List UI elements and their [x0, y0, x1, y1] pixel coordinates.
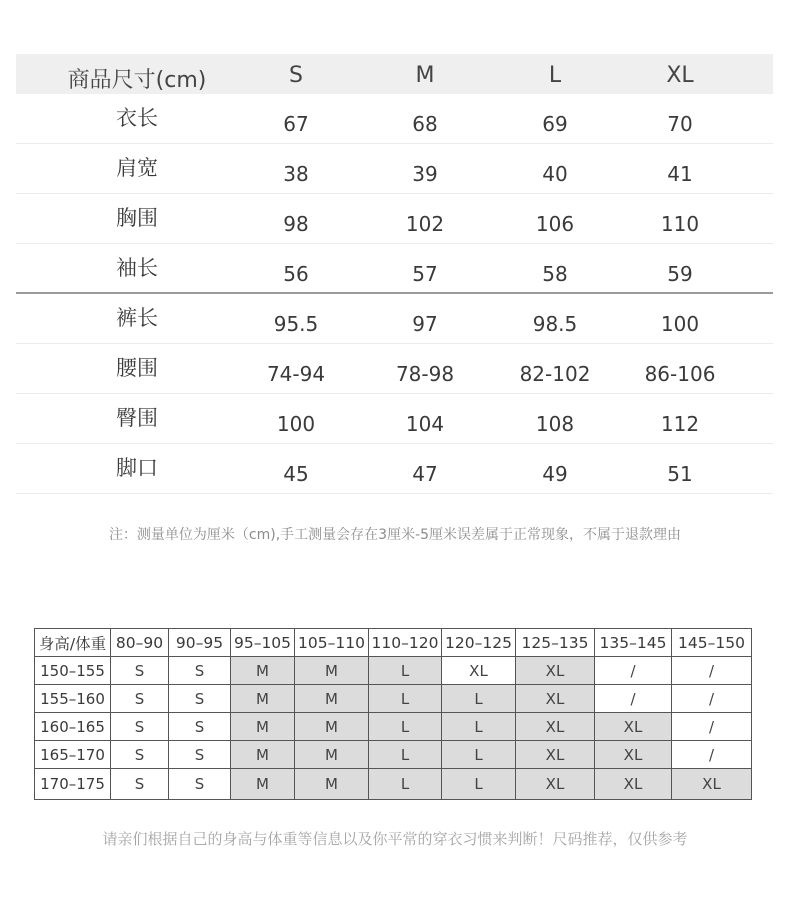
header-weight-range: 105–110	[295, 629, 369, 657]
recommendation-row	[35, 713, 752, 741]
value-s: 45	[283, 462, 309, 486]
size-cell: S	[169, 657, 231, 685]
value-m: 78-98	[395, 362, 455, 386]
header-weight-range: 110–120	[369, 629, 442, 657]
value-l: 40	[542, 162, 568, 186]
size-row-pants-length	[16, 294, 773, 344]
recommendation-row	[35, 741, 752, 769]
size-advice-footer: 请亲们根据自己的身高与体重等信息以及你平常的穿衣习惯来判断！尺码推荐，仅供参考	[102, 830, 688, 848]
size-cell: XL	[516, 685, 595, 713]
size-cell: M	[231, 657, 295, 685]
size-table-header	[16, 54, 773, 94]
value-xl: 70	[667, 112, 693, 136]
value-m: 68	[412, 112, 438, 136]
value-l: 69	[542, 112, 568, 136]
value-m: 39	[412, 162, 438, 186]
value-l: 82-102	[519, 362, 591, 386]
header-weight-range: 145–150	[672, 629, 752, 657]
header-size-m: M	[415, 63, 435, 88]
size-cell: S	[111, 657, 169, 685]
size-cell: XL	[516, 769, 595, 800]
size-cell: M	[295, 769, 369, 800]
value-m: 102	[405, 212, 445, 236]
value-m: 47	[412, 462, 438, 486]
header-weight-range: 125–135	[516, 629, 595, 657]
size-cell: S	[169, 741, 231, 769]
height-range: 170–175	[35, 769, 111, 800]
recommendation-row	[35, 685, 752, 713]
size-cell: /	[672, 657, 752, 685]
size-cell: M	[295, 657, 369, 685]
value-xl: 112	[660, 412, 700, 436]
value-s: 67	[283, 112, 309, 136]
size-cell: S	[111, 685, 169, 713]
size-cell: M	[295, 741, 369, 769]
height-range: 160–165	[35, 713, 111, 741]
value-m: 97	[412, 312, 438, 336]
header-height-weight: 身高/体重	[35, 629, 111, 657]
size-cell: XL	[442, 657, 516, 685]
size-cell: L	[369, 657, 442, 685]
size-row-hem	[16, 444, 773, 494]
value-xl: 110	[660, 212, 700, 236]
size-cell: /	[672, 741, 752, 769]
size-cell: S	[169, 713, 231, 741]
header-weight-range: 90–95	[169, 629, 231, 657]
size-cell: L	[442, 769, 516, 800]
header-weight-range: 120–125	[442, 629, 516, 657]
size-cell: XL	[595, 741, 672, 769]
value-l: 108	[535, 412, 575, 436]
size-cell: /	[672, 685, 752, 713]
size-cell: /	[595, 657, 672, 685]
size-cell: M	[295, 713, 369, 741]
header-weight-range: 135–145	[595, 629, 672, 657]
value-xl: 51	[667, 462, 693, 486]
measurement-note: 注：测量单位为厘米（cm),手工测量会存在3厘米-5厘米误差属于正常现象，不属于退款理由	[108, 527, 682, 543]
recommendation-header-row	[35, 629, 752, 657]
value-s: 56	[283, 262, 309, 286]
value-s: 100	[276, 412, 316, 436]
size-row-length	[16, 94, 773, 144]
size-cell: M	[231, 713, 295, 741]
row-label: 肩宽	[116, 156, 158, 180]
size-cell: L	[369, 685, 442, 713]
size-cell: S	[169, 685, 231, 713]
recommendation-row	[35, 769, 752, 800]
size-cell: L	[369, 713, 442, 741]
size-cell: XL	[516, 657, 595, 685]
size-cell: S	[111, 741, 169, 769]
size-cell: S	[111, 713, 169, 741]
row-label: 腰围	[116, 356, 158, 380]
size-cell: M	[231, 741, 295, 769]
row-label: 衣长	[116, 106, 158, 130]
value-l: 49	[542, 462, 568, 486]
height-range: 165–170	[35, 741, 111, 769]
size-cell: S	[169, 769, 231, 800]
value-l: 98.5	[532, 312, 578, 336]
row-label: 袖长	[116, 256, 158, 280]
value-l: 106	[535, 212, 575, 236]
header-weight-range: 80–90	[111, 629, 169, 657]
value-xl: 86-106	[644, 362, 716, 386]
row-label: 胸围	[116, 206, 158, 230]
value-s: 95.5	[273, 312, 319, 336]
size-cell: /	[595, 685, 672, 713]
value-s: 38	[283, 162, 309, 186]
size-cell: XL	[516, 713, 595, 741]
row-label: 臀围	[116, 406, 158, 430]
size-cell: M	[231, 769, 295, 800]
value-xl: 41	[667, 162, 693, 186]
size-cell: L	[369, 741, 442, 769]
value-s: 98	[283, 212, 309, 236]
size-cell: L	[442, 685, 516, 713]
size-cell: M	[231, 685, 295, 713]
value-xl: 100	[660, 312, 700, 336]
value-s: 74-94	[266, 362, 326, 386]
header-size-s: S	[289, 63, 303, 88]
size-cell: XL	[672, 769, 752, 800]
value-xl: 59	[667, 262, 693, 286]
row-label: 裤长	[116, 306, 158, 330]
size-cell: L	[442, 713, 516, 741]
value-m: 57	[412, 262, 438, 286]
height-range: 155–160	[35, 685, 111, 713]
size-table	[16, 54, 773, 494]
size-row-waist	[16, 344, 773, 394]
height-range: 150–155	[35, 657, 111, 685]
row-label: 脚口	[116, 456, 158, 480]
size-cell: L	[369, 769, 442, 800]
size-row-hip	[16, 394, 773, 444]
size-cell: XL	[595, 769, 672, 800]
size-row-chest	[16, 194, 773, 244]
size-row-shoulder	[16, 144, 773, 194]
header-size-l: L	[548, 63, 562, 88]
header-size-xl: XL	[666, 63, 694, 88]
header-weight-range: 95–105	[231, 629, 295, 657]
size-row-sleeve	[16, 244, 773, 294]
value-m: 104	[405, 412, 445, 436]
size-cell: /	[672, 713, 752, 741]
recommendation-row	[35, 657, 752, 685]
size-cell: XL	[516, 741, 595, 769]
header-size-label: 商品尺寸(cm)	[67, 68, 207, 93]
size-cell: XL	[595, 713, 672, 741]
size-cell: S	[111, 769, 169, 800]
size-cell: M	[295, 685, 369, 713]
size-cell: L	[442, 741, 516, 769]
value-l: 58	[542, 262, 568, 286]
size-recommendation-table	[34, 628, 752, 800]
